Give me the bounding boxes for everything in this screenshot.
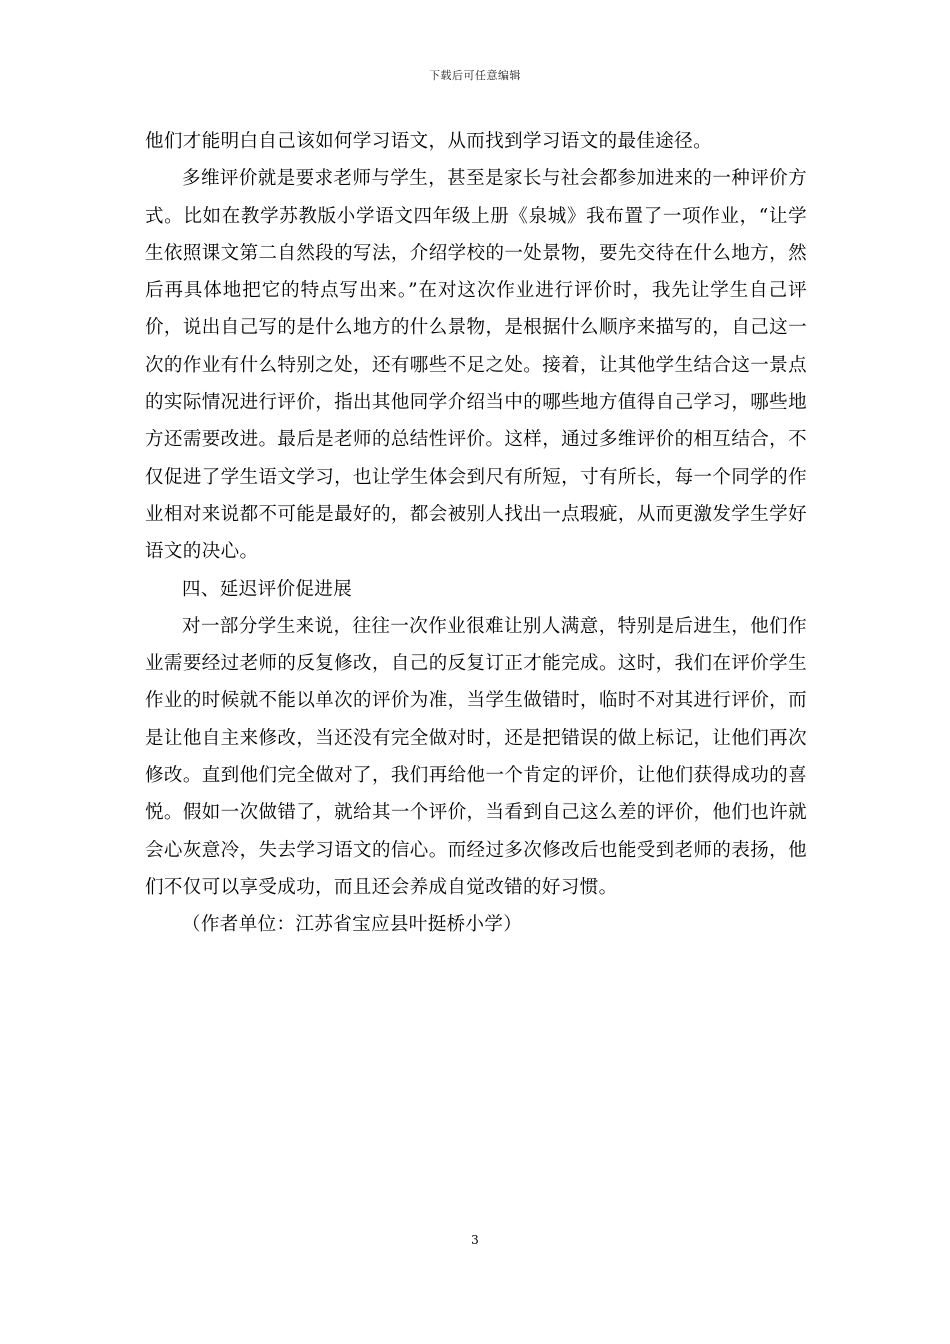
paragraph-continuation: 他们才能明白自己该如何学习语文，从而找到学习语文的最佳途径。 — [145, 131, 713, 152]
page-number: 3 — [471, 1233, 479, 1247]
paragraph-multidimensional-evaluation: 多维评价就是要求老师与学生，甚至是家长与社会都参加进来的一种评价方式。比如在教学苏教版小学语文四年级上册《泉城》我布置了一项作业，“让学生依照课文第二自然段的写法，介绍学校的一处景物，要先交待在什么地方，然后再具体地把它的特点写出来。”在对这次作业进行评价时，我先让学生自己评价，说出自己写的是什么地方的什么景物，是根据什么顺序来描写的，自己这一次的作业有什么特别之处，还有哪些不足之处。接着，让其他学生结合这一景点的实际情况进行评价，指出其他同学介绍当中的哪些地方值得自己学习，哪些地方还需要改进。最后是老师的总结性评价。这样，通过多维评价的相互结合，不仅促进了学生语文学习，也让学生体会到尺有所短，寸有所长，每一个同学的作业相对来说都不可能是最好的，都会被别人找出一点瑕疵，从而更激发学生学好语文的决心。 — [145, 168, 807, 563]
author-affiliation: （作者单位：江苏省宝应县叶挺桥小学） — [182, 914, 523, 936]
document-body — [145, 123, 807, 944]
section-heading-delayed-evaluation: 四、延迟评价促进展 — [182, 578, 353, 600]
page-header: 下载后可任意编辑 — [429, 69, 521, 82]
paragraph-delayed-evaluation: 对一部分学生来说，往往一次作业很难让别人满意，特别是后进生，他们作业需要经过老师的反复修改，自己的反复订正才能完成。这时，我们在评价学生作业的时候就不能以单次的评价为准，当学生做错时，临时不对其进行评价，而是让他自主来修改，当还没有完全做对时，还是把错误的做上标记，让他们再次修改。直到他们完全做对了，我们再给他一个肯定的评价，让他们获得成功的喜悦。假如一次做错了，就给其一个评价，当看到自己这么差的评价，他们也许就会心灰意冷，失去学习语文的信心。而经过多次修改后也能受到老师的表扬，他们不仅可以享受成功，而且还会养成自觉改错的好习惯。 — [145, 615, 807, 898]
